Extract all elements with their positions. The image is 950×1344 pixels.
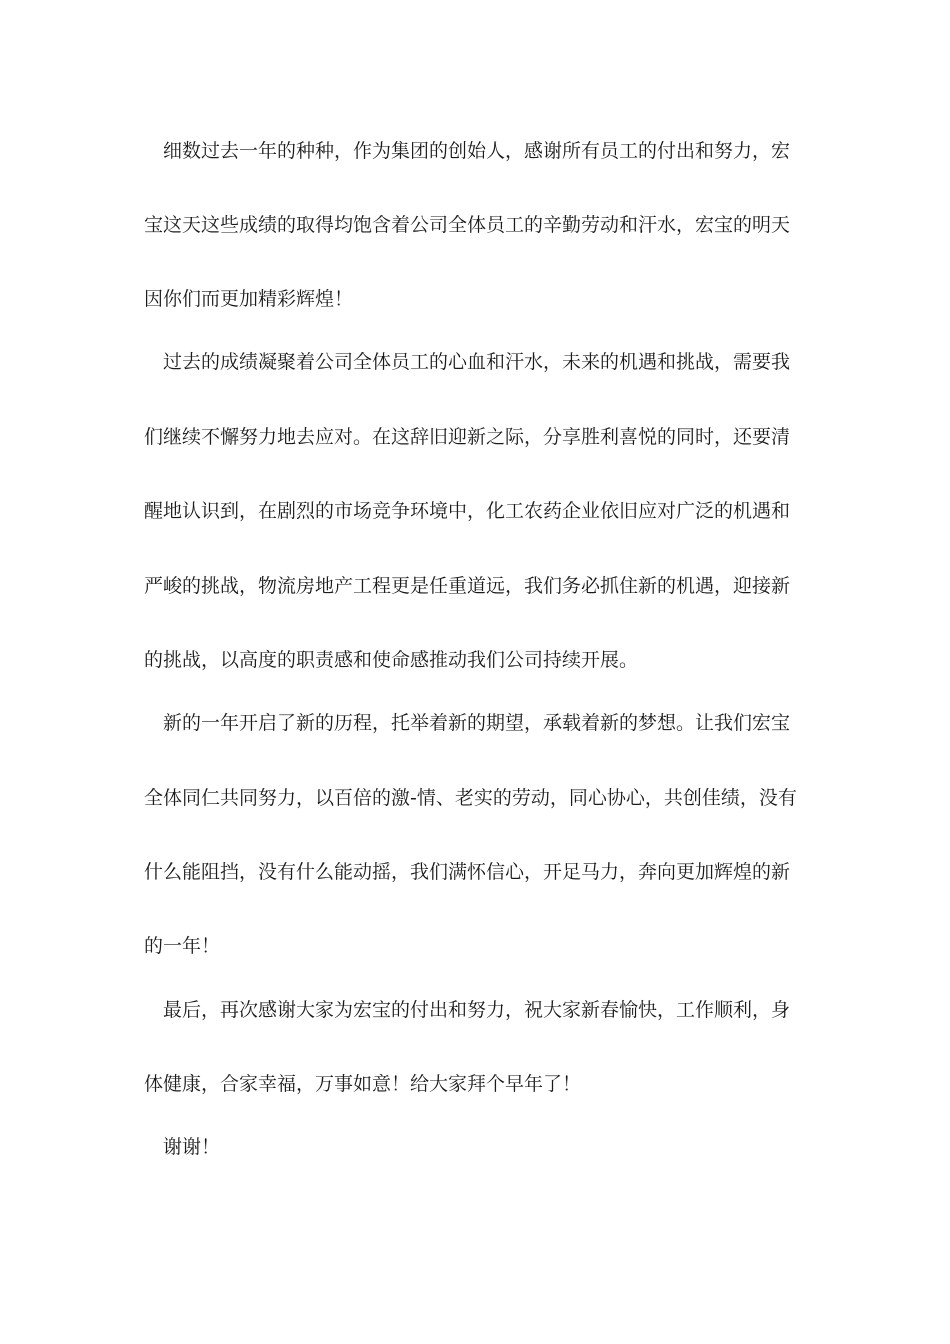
paragraph-2-line-5: 的挑战，以高度的职责感和使命感推动我们公司持续开展。 <box>144 649 639 671</box>
paragraph-4-line-2: 体健康，合家幸福，万事如意！给大家拜个早年了！ <box>144 1073 582 1095</box>
paragraph-3-line-1: 新的一年开启了新的历程，托举着新的期望，承载着新的梦想。让我们宏宝 <box>163 712 791 734</box>
paragraph-3-line-4: 的一年！ <box>144 935 221 957</box>
paragraph-1-line-3: 因你们而更加精彩辉煌！ <box>144 288 354 310</box>
paragraph-3-line-2: 全体同仁共同努力，以百倍的激-情、老实的劳动，同心协心，共创佳绩，没有 <box>144 787 797 809</box>
paragraph-3-line-3: 什么能阻挡，没有什么能动摇，我们满怀信心，开足马力，奔向更加辉煌的新 <box>144 861 791 883</box>
paragraph-1-line-2: 宝这天这些成绩的取得均饱含着公司全体员工的辛勤劳动和汗水，宏宝的明天 <box>144 214 791 236</box>
paragraph-2-line-1: 过去的成绩凝聚着公司全体员工的心血和汗水，未来的机遇和挑战，需要我 <box>163 351 791 373</box>
paragraph-5-line-1: 谢谢！ <box>163 1136 221 1158</box>
paragraph-4-line-1: 最后，再次感谢大家为宏宝的付出和努力，祝大家新春愉快，工作顺利，身 <box>163 999 791 1021</box>
paragraph-2-line-3: 醒地认识到，在剧烈的市场竞争环境中，化工农药企业依旧应对广泛的机遇和 <box>144 500 791 522</box>
paragraph-2-line-2: 们继续不懈努力地去应对。在这辞旧迎新之际，分享胜利喜悦的同时，还要清 <box>144 426 791 448</box>
paragraph-2-line-4: 严峻的挑战，物流房地产工程更是任重道远，我们务必抓住新的机遇，迎接新 <box>144 575 791 597</box>
paragraph-1-line-1: 细数过去一年的种种，作为集团的创始人，感谢所有员工的付出和努力，宏 <box>163 140 791 162</box>
